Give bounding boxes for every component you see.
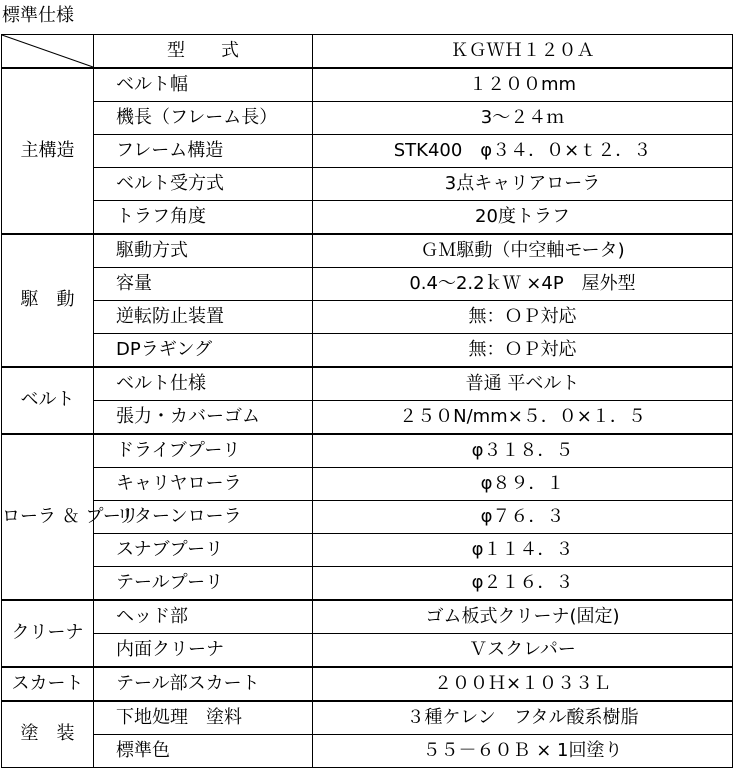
spec-row [2,301,733,334]
spec-row [2,468,733,501]
spec-item: スナブプーリ [94,534,313,567]
spec-row [2,534,733,567]
spec-value: Ｖスクレパー [313,634,733,668]
spec-row [2,701,733,735]
section-label: 駆 動 [2,234,94,367]
spec-value: １２００mm [313,68,733,102]
spec-item: フレーム構造 [94,135,313,168]
spec-value: φ２１６．３ [313,567,733,601]
section-label: クリーナ [2,600,94,667]
spec-row [2,268,733,301]
spec-value: 普通 平ベルト [313,367,733,401]
spec-item: 標準色 [94,735,313,768]
spec-row [2,600,733,634]
spec-value: φ１１４．３ [313,534,733,567]
spec-value: ２５０N/mm×５．０×１．５ [313,401,733,435]
section-label: 主構造 [2,68,94,234]
header-row [2,35,733,69]
spec-value: 無：ＯＰ対応 [313,301,733,334]
header-label: 型 式 [94,35,313,69]
section-label: 塗 装 [2,701,94,768]
spec-value: ＧＭ駆動（中空軸モータ) [313,234,733,268]
spec-row [2,68,733,102]
spec-item: 駆動方式 [94,234,313,268]
page-title: 標準仕様 [2,5,74,26]
spec-item: ベルト仕様 [94,367,313,401]
spec-row [2,102,733,135]
section-label: スカート [2,667,94,701]
spec-value: φ８９．１ [313,468,733,501]
spec-item: 逆転防止装置 [94,301,313,334]
diagonal-line [2,35,93,67]
spec-value: ５５－６０Ｂ × 1回塗り [313,735,733,768]
spec-item: ベルト幅 [94,68,313,102]
spec-row [2,367,733,401]
spec-item: キャリヤローラ [94,468,313,501]
spec-table [1,34,733,768]
spec-item: ドライブプーリ [94,434,313,468]
spec-item: 下地処理 塗料 [94,701,313,735]
spec-value: 3～２４ｍ [313,102,733,135]
spec-item: 機長（フレーム長） [94,102,313,135]
spec-item: 容量 [94,268,313,301]
spec-value: 無：ＯＰ対応 [313,334,733,368]
spec-item: リターンローラ [94,501,313,534]
spec-row [2,334,733,368]
spec-row [2,735,733,768]
spec-value: 0.4～2.2ｋＷ ×4P 屋外型 [313,268,733,301]
spec-item: 張力・カバーゴム [94,401,313,435]
section-label: ベルト [2,367,94,434]
spec-row [2,135,733,168]
spec-item: テールプーリ [94,567,313,601]
spec-value: ゴム板式クリーナ(固定) [313,600,733,634]
spec-row [2,667,733,701]
spec-value: ３種ケレン フタル酸系樹脂 [313,701,733,735]
spec-row [2,567,733,601]
spec-value: 3点キャリアローラ [313,168,733,201]
spec-row [2,201,733,235]
spec-item: ヘッド部 [94,600,313,634]
spec-row [2,234,733,268]
spec-row [2,168,733,201]
spec-item: DPラギング [94,334,313,368]
spec-row [2,434,733,468]
spec-value: ２００Ｈ×１０３３Ｌ [313,667,733,701]
section-label: ローラ ＆ プーリ [2,434,94,600]
spec-item: ベルト受方式 [94,168,313,201]
spec-row [2,401,733,435]
header-value: ＫＧＷＨ１２０Ａ [313,35,733,69]
corner-cell [2,35,94,69]
spec-item: トラフ角度 [94,201,313,235]
spec-item: 内面クリーナ [94,634,313,668]
spec-row [2,634,733,668]
spec-value: φ３１８．５ [313,434,733,468]
spec-value: 20度トラフ [313,201,733,235]
spec-value: φ７６．３ [313,501,733,534]
spec-item: テール部スカート [94,667,313,701]
spec-value: STK400 φ３４．０×ｔ２．３ [313,135,733,168]
